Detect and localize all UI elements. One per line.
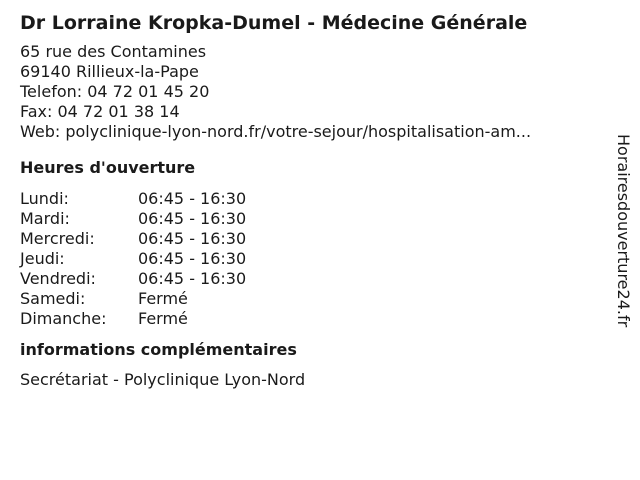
hours-table <box>20 189 600 329</box>
hours-heading: Heures d'ouverture <box>20 158 196 177</box>
day-label: Samedi: <box>20 289 86 308</box>
day-label: Mercredi: <box>20 229 95 248</box>
hours-value: 06:45 - 16:30 <box>138 249 247 268</box>
site-watermark: Horairesdouverture24.fr <box>614 134 633 328</box>
hours-value: 06:45 - 16:30 <box>138 269 247 288</box>
hours-value: 06:45 - 16:30 <box>138 209 247 228</box>
practice-card <box>20 10 600 390</box>
phone-number: Telefon: 04 72 01 45 20 <box>20 82 210 101</box>
hours-row-vendredi <box>20 269 600 289</box>
hours-row-mardi <box>20 209 600 229</box>
address-street: 65 rue des Contamines <box>20 42 207 61</box>
day-label: Dimanche: <box>20 309 107 328</box>
hours-value: Fermé <box>138 309 188 328</box>
hours-value: Fermé <box>138 289 188 308</box>
hours-value: 06:45 - 16:30 <box>138 229 247 248</box>
contact-block <box>20 42 600 142</box>
day-label: Lundi: <box>20 189 69 208</box>
hours-row-samedi <box>20 289 600 309</box>
hours-row-dimanche <box>20 309 600 329</box>
address-city: 69140 Rillieux-la-Pape <box>20 62 199 81</box>
info-text: Secrétariat - Polyclinique Lyon-Nord <box>20 370 306 389</box>
fax-number: Fax: 04 72 01 38 14 <box>20 102 180 121</box>
hours-value: 06:45 - 16:30 <box>138 189 247 208</box>
website-row <box>20 122 600 142</box>
page-title: Dr Lorraine Kropka-Dumel - Médecine Générale <box>20 12 528 34</box>
website-link[interactable]: polyclinique-lyon-nord.fr/votre-sejour/hospitalisation-am... <box>65 122 532 141</box>
hours-row-jeudi <box>20 249 600 269</box>
info-heading: informations complémentaires <box>20 340 297 359</box>
day-label: Jeudi: <box>20 249 65 268</box>
hours-row-mercredi <box>20 229 600 249</box>
website-label: Web: <box>20 122 66 141</box>
hours-row-lundi <box>20 189 600 209</box>
day-label: Vendredi: <box>20 269 96 288</box>
day-label: Mardi: <box>20 209 70 228</box>
